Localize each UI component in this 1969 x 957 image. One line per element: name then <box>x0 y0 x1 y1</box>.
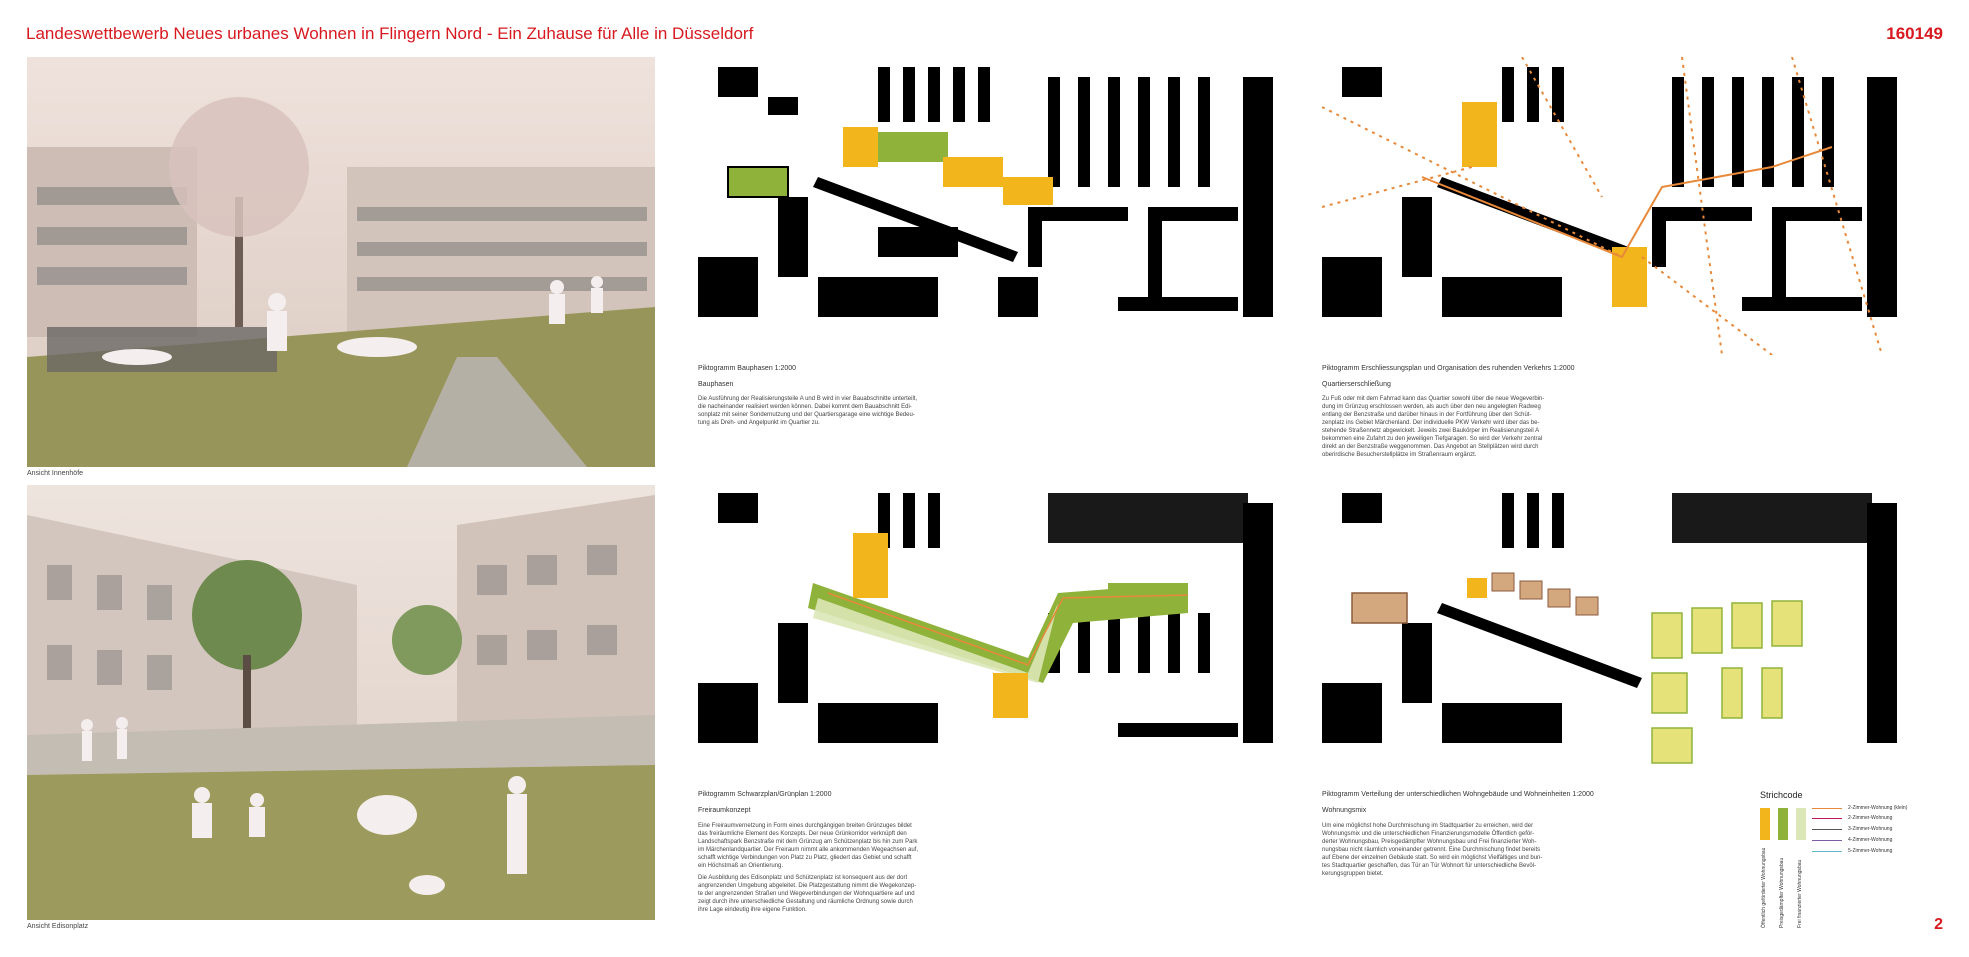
plan-gruenplan-heading: Freiraumkonzept <box>698 807 751 814</box>
legend-line-label-4: 4-Zimmer-Wohnung <box>1848 837 1893 843</box>
plan-wohnungsmix-heading: Wohnungsmix <box>1322 807 1367 814</box>
legend-bar-label-3: Frei finanzierter Wohnungsbau <box>1797 859 1803 928</box>
legend-line-label-2: 2-Zimmer-Wohnung <box>1848 815 1893 821</box>
plan-bauphasen <box>698 57 1283 355</box>
render-edisonplatz-caption: Ansicht Edisonplatz <box>27 923 89 930</box>
plan-bauphasen-heading: Bauphasen <box>698 381 734 388</box>
render-courtyard <box>27 57 655 467</box>
legend-bar-2 <box>1778 808 1788 840</box>
plan-wohnungsmix-text: Um eine möglichst hohe Durchmischung im Stadtquartier zu erreichen, wird der Wohnungsmix und die unterschiedlichen Finanzierungsmodelle Öffentlich geför- derter Wohnungsbau, Preisgedämpfter Wohnungsbau und Frei finanzierter Woh- nungsbau nicht räumlich voneinander getrennt. Eine Durchmischung findet bereits auf Ebene der einzelnen Gebäude statt. So wird ein möglichst Vielfältiges und bun- tes Stadtquartier geschaffen, das Tür an Tür Wohnort für unterschiedliche Bevöl- kerungsgruppen bietet. <box>1322 823 1543 877</box>
render-edisonplatz <box>27 485 655 920</box>
render-courtyard-caption: Ansicht Innenhöfe <box>27 470 84 477</box>
legend-line-5 <box>1812 851 1842 852</box>
plan-erschliessung <box>1322 57 1907 355</box>
plan-bauphasen-title: Piktogramm Bauphasen 1:2000 <box>698 365 797 372</box>
legend-line-label-5: 5-Zimmer-Wohnung <box>1848 848 1893 854</box>
legend-line-label-3: 3-Zimmer-Wohnung <box>1848 826 1893 832</box>
legend-bar-label-1: Öffentlich geförderter Wohnungsbau <box>1761 847 1767 928</box>
legend-line-2 <box>1812 818 1842 819</box>
plan-wohnungsmix-title: Piktogramm Verteilung der unterschiedlichen Wohngebäude und Wohneinheiten 1:2000 <box>1322 791 1594 798</box>
plan-erschliessung-heading: Quartierserschließung <box>1322 381 1391 388</box>
legend-title: Strichcode <box>1760 790 1803 800</box>
plan-gruenplan-title: Piktogramm Schwarzplan/Grünplan 1:2000 <box>698 791 832 798</box>
legend-bar-3 <box>1796 808 1806 840</box>
competition-id: 160149 <box>1886 24 1943 43</box>
legend-line-label-1: 2-Zimmer-Wohnung (klein) <box>1848 805 1908 811</box>
legend-line-3 <box>1812 829 1842 830</box>
legend-bar-1 <box>1760 808 1770 840</box>
plan-gruenplan <box>698 483 1283 781</box>
plan-erschliessung-text: Zu Fuß oder mit dem Fahrrad kann das Quartier sowohl über die neue Wegeverbin- dung im Grünzug erschlossen werden, als auch über den neu angelegten Radweg entlang der Benzstraße und darüber hinaus in der Fortführung über den Schüt- zenplatz ins Gebiet Märchenland. Der individuelle PKW Verkehr wird über das be- stehende Straßennetz abgewickelt. Jeweils zwei Baukörper im Realisierungsteil A bekommen eine Zufahrt zu den jeweiligen Tiefgaragen. So wird der Verkehr zentral direkt an der Benzstraße weggenommen. Das Angebot an Stellplätzen wird durch oberirdische Besucherstellplätze im Straßenraum ergänzt. <box>1322 396 1545 458</box>
plan-erschliessung-title: Piktogramm Erschliessungsplan und Organisation des ruhenden Verkehrs 1:2000 <box>1322 365 1575 372</box>
legend-line-1 <box>1812 808 1842 809</box>
page-number: 2 <box>1934 916 1943 933</box>
plan-bauphasen-text: Die Ausführung der Realisierungsteile A und B wird in vier Bauabschnitte unterteilt, die nacheinander realisiert werden können. Dabei kommt dem Bauabschnitt Edi- sonplatz mit seiner Sondernutzung und der Quartiersgarage eine wichtige Bedeu- tung als Dreh- und Angelpunkt im Quartier zu. <box>698 396 918 426</box>
plan-wohnungsmix <box>1322 483 1907 781</box>
legend-bar-label-2: Preisgedämpfter Wohnungsbau <box>1779 857 1785 928</box>
plan-gruenplan-text: Eine Freiraumvernetzung in Form eines durchgängigen breiten Grünzuges bildet das freiräumliche Element des Konzepts. Der neue Grünkorridor verknüpft den Landschaftspark Benzstraße mit dem Grünzug am Schützenplatz bis hin zum Park im Märchenlandquartier. Der Freiraum nimmt alle ankommenden Wegeachsen auf, schafft wichtige Verbindungen von Platz zu Platz, gliedert das Gebiet und schafft ein Höchstmaß an Orientierung. Die Ausbildung des Edisonplatz und Schützenplatz ist konsequent aus der dort angrenzenden Umgebung abgeleitet. Die Platzgestaltung nimmt die Wegekonzep- te der angrenzenden Straßen und Wegeverbindungen der Wohnquartiere auf und zeigt durch ihre unterschiedliche Gestaltung und räumliche Ordnung sowie durch ihre Lage eindeutig ihre eigene Funktion. <box>698 823 918 913</box>
legend-line-4 <box>1812 840 1842 841</box>
page-title: Landeswettbewerb Neues urbanes Wohnen in Flingern Nord - Ein Zuhause für Alle in Düsseldorf <box>26 24 754 43</box>
